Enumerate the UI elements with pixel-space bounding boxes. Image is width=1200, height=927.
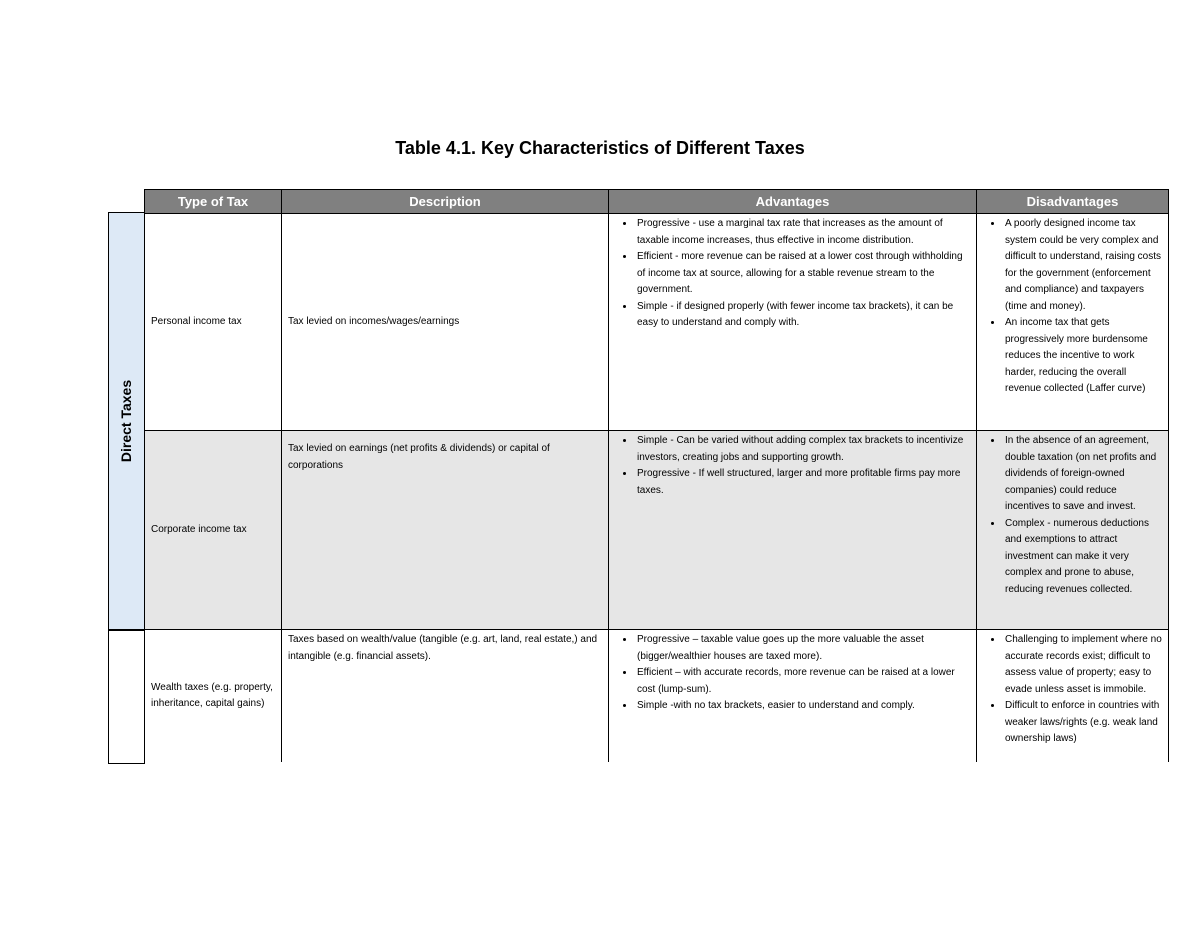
cell-description: Tax levied on incomes/wages/earnings bbox=[282, 214, 609, 431]
table-row bbox=[145, 214, 1169, 431]
disadvantage-item: • Challenging to implement where no accurate records exist; difficult to assess value of property; easy to evade unless asset is immobile. bbox=[1003, 632, 1162, 698]
table-header-row bbox=[145, 190, 1169, 214]
disadvantage-item: • A poorly designed income tax system could be very complex and difficult to understand, raising costs for the government (enforcement and compliance) and taxpayers (time and money). bbox=[1003, 216, 1162, 315]
group-label-direct-taxes: Direct Taxes bbox=[118, 379, 135, 463]
page-title: Table 4.1. Key Characteristics of Different Taxes bbox=[395, 138, 805, 158]
advantage-item: • Simple - Can be varied without adding complex tax brackets to incentivize investors, creating jobs and supporting growth. bbox=[635, 433, 970, 466]
disadvantage-item: • In the absence of an agreement, double taxation (on net profits and dividends of foreign-owned companies) could reduce incentives to save and invest. bbox=[1003, 433, 1162, 516]
cell-advantages bbox=[609, 630, 977, 763]
cell-disadvantages bbox=[977, 214, 1169, 431]
advantage-item: • Efficient – with accurate records, more revenue can be raised at a lower cost (lump-sum). bbox=[635, 665, 970, 698]
header-type-of-tax: Type of Tax bbox=[145, 190, 282, 214]
header-advantages: Advantages bbox=[609, 190, 977, 214]
advantage-item: • Simple -with no tax brackets, easier to understand and comply. bbox=[635, 698, 970, 715]
table-row bbox=[145, 630, 1169, 763]
cell-type: Personal income tax bbox=[145, 214, 282, 431]
header-description: Description bbox=[282, 190, 609, 214]
tax-characteristics-table bbox=[144, 189, 1169, 762]
cell-type: Wealth taxes (e.g. property, inheritance, capital gains) bbox=[145, 630, 282, 763]
group-tab-next bbox=[108, 630, 145, 764]
cell-disadvantages bbox=[977, 431, 1169, 630]
disadvantage-item: • Difficult to enforce in countries with weaker laws/rights (e.g. weak land ownership laws) bbox=[1003, 698, 1162, 748]
cell-description bbox=[282, 431, 609, 630]
header-disadvantages: Disadvantages bbox=[977, 190, 1169, 214]
disadvantage-item: • An income tax that gets progressively more burdensome reduces the incentive to work harder, reducing the overall revenue collected (Laffer curve) bbox=[1003, 315, 1162, 398]
group-tab-direct-taxes bbox=[108, 212, 145, 630]
advantage-item: • Simple - if designed properly (with fewer income tax brackets), it can be easy to understand and comply with. bbox=[635, 299, 970, 332]
advantage-item: • Efficient - more revenue can be raised at a lower cost through withholding of income tax at source, allowing for a stable revenue stream to the government. bbox=[635, 249, 970, 299]
cell-description-text: Tax levied on earnings (net profits & dividends) or capital of corporations bbox=[288, 443, 550, 471]
advantage-item: • Progressive - If well structured, larger and more profitable firms pay more taxes. bbox=[635, 466, 970, 499]
cell-description: Taxes based on wealth/value (tangible (e.g. art, land, real estate,) and intangible (e.g. financial assets). bbox=[282, 630, 609, 763]
disadvantage-item: • Complex - numerous deductions and exemptions to attract investment can make it very complex and prone to abuse, reducing revenues collected. bbox=[1003, 516, 1162, 599]
cell-advantages bbox=[609, 431, 977, 630]
cell-type: Corporate income tax bbox=[145, 431, 282, 630]
advantage-item: • Progressive – taxable value goes up the more valuable the asset (bigger/wealthier houses are taxed more). bbox=[635, 632, 970, 665]
table-row bbox=[145, 431, 1169, 630]
advantage-item: • Progressive - use a marginal tax rate that increases as the amount of taxable income increases, thus effective in income distribution. bbox=[635, 216, 970, 249]
cell-advantages bbox=[609, 214, 977, 431]
cell-disadvantages bbox=[977, 630, 1169, 763]
